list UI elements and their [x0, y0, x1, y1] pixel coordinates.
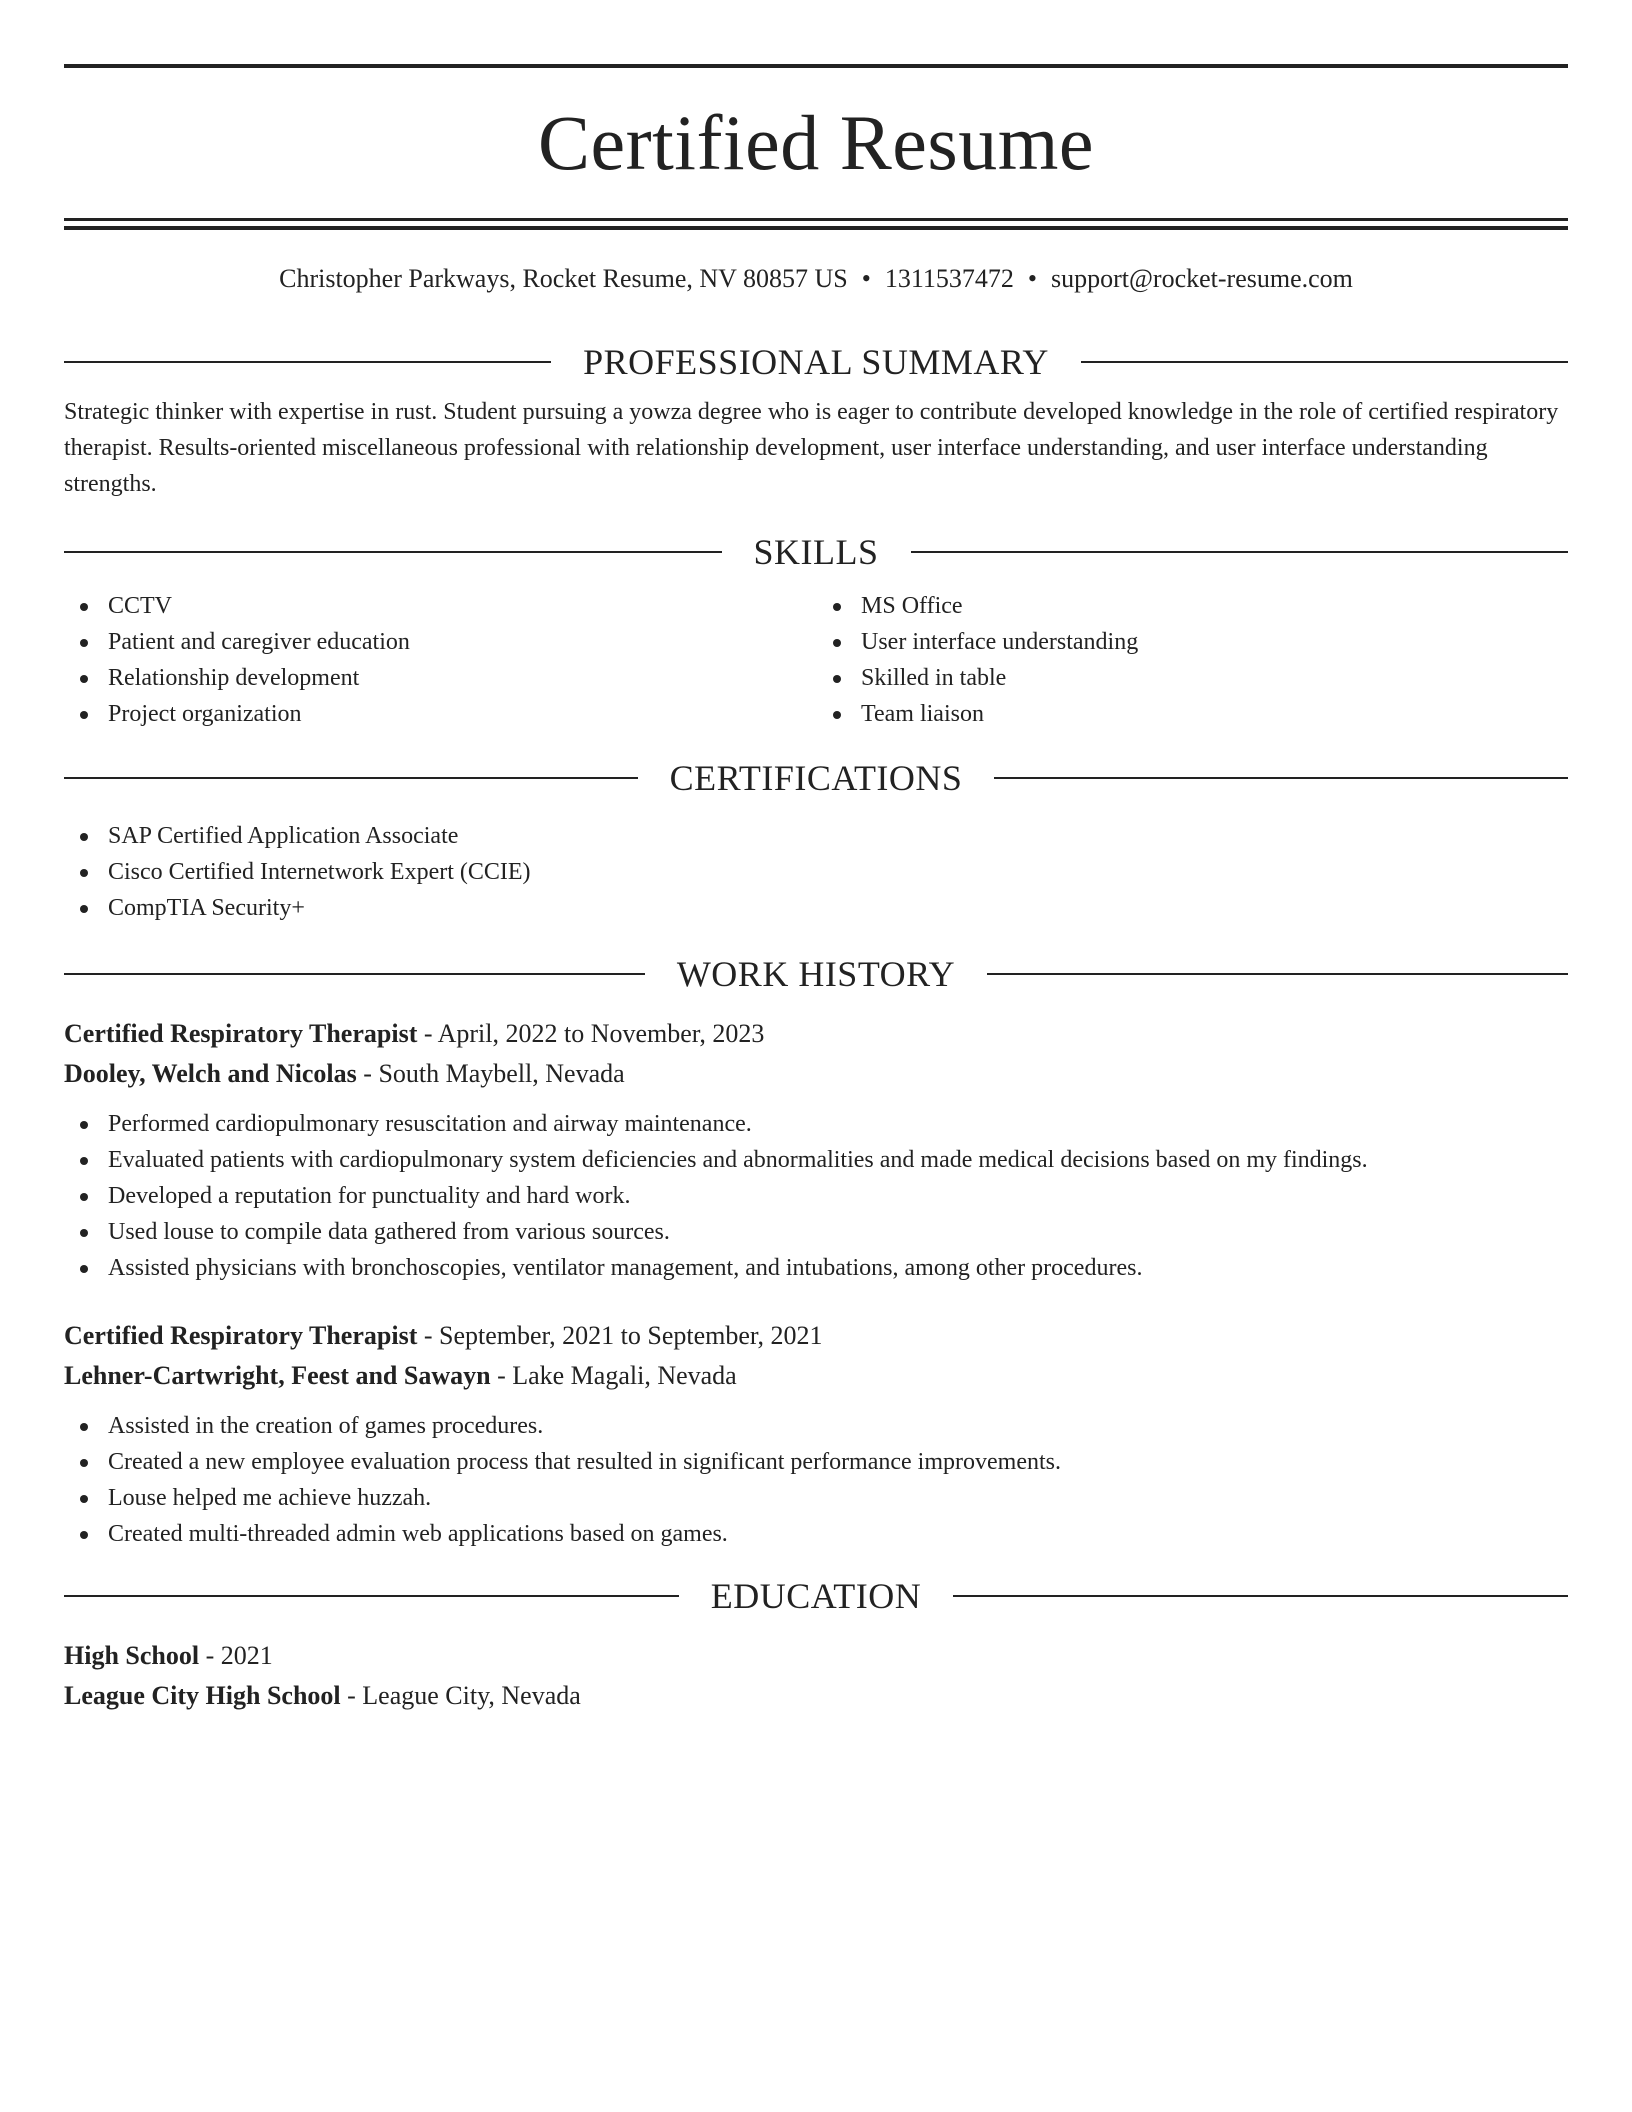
heading-rule: [64, 973, 645, 975]
job-dates: - September, 2021 to September, 2021: [417, 1321, 823, 1350]
section-title: SKILLS: [753, 532, 879, 572]
job-title-line: [64, 1014, 1568, 1054]
job-title: Certified Respiratory Therapist: [64, 1321, 418, 1350]
certification-item: SAP Certified Application Associate: [64, 818, 1568, 854]
heading-rule: [987, 973, 1568, 975]
certifications-list: [64, 818, 1568, 926]
heading-rule: [64, 777, 638, 779]
top-rule: [64, 64, 1568, 68]
job-location: - South Maybell, Nevada: [356, 1059, 625, 1088]
education-school-line: [64, 1676, 1568, 1716]
job-bullet: Created multi-threaded admin web applications based on games.: [64, 1516, 1568, 1552]
heading-rule: [911, 551, 1569, 553]
skills-column-left: [64, 588, 815, 732]
summary-text: Strategic thinker with expertise in rust. Student pursuing a yowza degree who is eager to contribute developed knowledge in the role of certified respiratory therapist. Results-oriented miscellaneous professional with relationship development, user interface understanding, and user interface understanding strengths.: [64, 399, 1559, 497]
section-heading-work: [64, 956, 1568, 992]
section-heading-summary: [64, 344, 1568, 380]
job-bullets: [64, 1106, 1568, 1286]
job-entry: [64, 1014, 1568, 1286]
education-location: - League City, Nevada: [340, 1681, 581, 1710]
title-double-rule: [64, 218, 1568, 230]
job-bullet: Louse helped me achieve huzzah.: [64, 1480, 1568, 1516]
job-company-line: [64, 1356, 1568, 1396]
job-title: Certified Respiratory Therapist: [64, 1019, 418, 1048]
education-year: - 2021: [199, 1641, 273, 1670]
section-title: PROFESSIONAL SUMMARY: [583, 342, 1049, 382]
job-company: Lehner-Cartwright, Feest and Sawayn: [64, 1361, 491, 1390]
job-location: - Lake Magali, Nevada: [490, 1361, 737, 1390]
heading-rule: [953, 1595, 1568, 1597]
job-entry: [64, 1316, 1568, 1552]
heading-rule: [64, 1595, 679, 1597]
skill-item: Relationship development: [64, 660, 815, 696]
contact-phone: 1311537472: [884, 264, 1014, 293]
contact-separator: •: [861, 264, 871, 293]
job-company-line: [64, 1054, 1568, 1094]
job-bullet: Created a new employee evaluation process that resulted in significant performance improvements.: [64, 1444, 1568, 1480]
skills-column-right: [815, 588, 1568, 732]
section-title: CERTIFICATIONS: [669, 758, 963, 798]
job-bullet: Assisted in the creation of games procedures.: [64, 1408, 1568, 1444]
job-bullet: Performed cardiopulmonary resuscitation and airway maintenance.: [64, 1106, 1568, 1142]
skill-item: Patient and caregiver education: [64, 624, 815, 660]
contact-separator: •: [1027, 264, 1037, 293]
job-bullet: Used louse to compile data gathered from various sources.: [64, 1214, 1568, 1250]
job-bullet: Assisted physicians with bronchoscopies, ventilator management, and intubations, among other procedures.: [64, 1250, 1568, 1286]
section-heading-certifications: [64, 760, 1568, 796]
section-heading-skills: [64, 534, 1568, 570]
resume-page: [64, 64, 1568, 1716]
section-title: WORK HISTORY: [676, 954, 956, 994]
contact-line: [64, 266, 1568, 292]
job-bullet: Evaluated patients with cardiopulmonary system deficiencies and abnormalities and made medical decisions based on my findings.: [64, 1142, 1568, 1178]
job-bullet: Developed a reputation for punctuality and hard work.: [64, 1178, 1568, 1214]
job-dates: - April, 2022 to November, 2023: [417, 1019, 765, 1048]
section-title: EDUCATION: [710, 1576, 922, 1616]
education-school: League City High School: [64, 1681, 341, 1710]
heading-rule: [64, 361, 551, 363]
heading-rule: [1081, 361, 1568, 363]
certification-item: Cisco Certified Internetwork Expert (CCIE): [64, 854, 1568, 890]
skill-item: CCTV: [64, 588, 815, 624]
heading-rule: [64, 551, 722, 553]
skill-item: User interface understanding: [817, 624, 1568, 660]
education-entry: [64, 1636, 1568, 1716]
job-title-line: [64, 1316, 1568, 1356]
job-company: Dooley, Welch and Nicolas: [64, 1059, 357, 1088]
contact-email: support@rocket-resume.com: [1050, 264, 1353, 293]
education-degree: High School: [64, 1641, 200, 1670]
education-degree-line: [64, 1636, 1568, 1676]
skills-grid: [64, 588, 1568, 732]
contact-address: Christopher Parkways, Rocket Resume, NV 80857 US: [279, 264, 848, 293]
job-bullets: [64, 1408, 1568, 1552]
resume-title: Certified Resume: [537, 99, 1095, 186]
skill-item: Skilled in table: [817, 660, 1568, 696]
heading-rule: [994, 777, 1568, 779]
section-heading-education: [64, 1578, 1568, 1614]
skill-item: Project organization: [64, 696, 815, 732]
skill-item: Team liaison: [817, 696, 1568, 732]
skill-item: MS Office: [817, 588, 1568, 624]
certification-item: CompTIA Security+: [64, 890, 1568, 926]
